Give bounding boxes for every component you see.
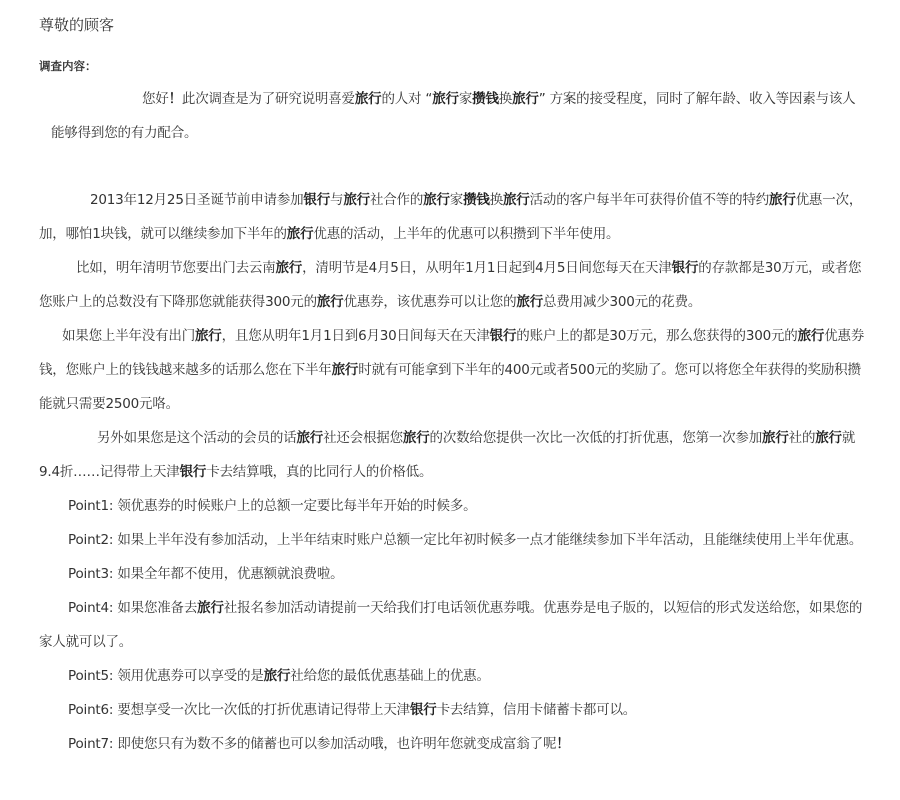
bold-keyword: 旅行	[195, 328, 222, 344]
bold-keyword: 银行	[489, 328, 517, 344]
bold-keyword: 旅行	[197, 600, 224, 616]
paragraph-2-line-2	[39, 292, 701, 312]
survey-content-label: 调查内容：	[39, 59, 97, 73]
text-segment: 您账户上的总数没有下降那您就能获得300元的	[39, 294, 317, 310]
paragraph-1-line-1	[90, 190, 862, 210]
bold-keyword: 旅行	[503, 192, 530, 208]
point-6	[68, 700, 636, 720]
bold-keyword: 银行	[671, 260, 699, 276]
point-1	[68, 496, 476, 516]
intro-line-2	[51, 123, 197, 143]
text-segment: 社合作的	[369, 192, 424, 208]
text-segment: 能就只需要2500元咯。	[39, 396, 179, 412]
bold-keyword: 旅行	[769, 192, 796, 208]
bold-keyword: 攒钱	[463, 192, 490, 208]
text-segment: Point3: 如果全年都不使用，优惠额就浪费啦。	[68, 566, 344, 582]
text-segment: 比如，明年清明节您要出门去云南	[76, 260, 276, 276]
bold-keyword: 旅行	[343, 192, 370, 208]
text-segment: 的人对 “	[381, 91, 433, 107]
bold-keyword: ！	[168, 91, 182, 107]
text-segment: 卡去结算，信用卡储蓄卡都可以。	[436, 702, 637, 718]
text-segment: 您好	[142, 91, 169, 107]
text-segment: 换	[498, 91, 513, 107]
text-segment: 另外如果您是这个活动的会员的话	[97, 430, 297, 446]
text-segment: Point5: 领用优惠券可以享受的是	[68, 668, 264, 684]
bold-keyword: 旅行	[331, 362, 359, 378]
text-segment: 社的	[788, 430, 816, 446]
text-segment: 换	[489, 192, 503, 208]
bold-keyword: 旅行	[316, 294, 344, 310]
greeting-heading: 尊敬的顾客	[39, 16, 115, 34]
text-segment: 优惠券，该优惠券可以让您的	[343, 294, 517, 310]
text-segment: 2013年12月25日圣诞节前申请参加	[90, 192, 304, 208]
point-2	[68, 530, 862, 550]
paragraph-3-line-3	[39, 394, 179, 414]
text-segment: 与	[330, 192, 344, 208]
text-segment: 如果您上半年没有出门	[62, 328, 195, 344]
bold-keyword: 旅行	[354, 91, 382, 107]
text-segment: 加，哪怕1块钱，就可以继续参加下半年的	[39, 226, 287, 242]
bold-keyword: ！	[556, 736, 570, 752]
text-segment: 的账户上的都是30万元，那么您获得的300元的	[516, 328, 798, 344]
point-7	[68, 734, 570, 754]
point-4-line-1	[68, 598, 862, 618]
text-segment: 钱，您账户上的钱钱越来越多的话那么您在下半年	[39, 362, 332, 378]
bold-keyword: 旅行	[516, 294, 543, 310]
text-segment: Point4: 如果您准备去	[68, 600, 198, 616]
text-segment: 社报名参加活动请提前一天给我们打电话领优惠券哦。优惠券是电子版的，以短信的形式发送给您，如果您的	[223, 600, 863, 616]
text-segment: ，清明节是4月5日，从明年1月1日起到4月5日间您每天在天津	[302, 260, 672, 276]
paragraph-2-line-1	[76, 258, 861, 278]
point-3	[68, 564, 343, 584]
intro-line-1	[142, 89, 855, 109]
text-segment: 总费用减少300元的花费。	[543, 294, 702, 310]
text-segment: 就	[841, 430, 856, 446]
text-segment: 活动的客户每半年可获得价值不等的特约	[529, 192, 770, 208]
bold-keyword: 旅行	[432, 91, 459, 107]
bold-keyword: 旅行	[762, 430, 789, 446]
text-segment: 9.4折……记得带上天津	[39, 464, 180, 480]
text-segment: 的存款都是30万元，或者您	[698, 260, 862, 276]
text-segment: 能够得到您的有力配合。	[51, 125, 198, 141]
text-segment: 时就有可能拿到下半年的400元或者500元的奖励了。您可以将您全年获得的奖励积攒	[358, 362, 861, 378]
text-segment: 的次数给您提供一次比一次低的打折优惠，您第一次参加	[429, 430, 763, 446]
bold-keyword: 旅行	[275, 260, 303, 276]
bold-keyword: 银行	[409, 702, 437, 718]
text-segment: ” 方案的接受程度，同时了解年龄、收入等因素与该人	[538, 91, 856, 107]
paragraph-3-line-1	[62, 326, 864, 346]
bold-keyword: 银行	[179, 464, 207, 480]
text-segment: Point1: 领优惠券的时候账户上的总额一定要比每半年开始的时候多。	[68, 498, 477, 514]
text-segment: 此次调查是为了研究说明喜爱	[181, 91, 355, 107]
text-segment: 优惠券	[824, 328, 865, 344]
paragraph-4-line-2	[39, 462, 432, 482]
text-segment: 家	[458, 91, 473, 107]
bold-keyword: 旅行	[797, 328, 825, 344]
text-segment: 家	[449, 192, 464, 208]
text-segment: 卡去结算哦，真的比同行人的价格低。	[206, 464, 433, 480]
text-segment: Point2: 如果上半年没有参加活动，上半年结束时账户总额一定比年初时候多一点才能继续参加下半年活动，且能继续使用上半年优惠。	[68, 532, 863, 548]
paragraph-4-line-1	[97, 428, 855, 448]
bold-keyword: 攒钱	[472, 91, 499, 107]
point-4-line-2	[39, 632, 132, 652]
text-segment: 优惠的活动，上半年的优惠可以积攒到下半年使用。	[313, 226, 620, 242]
point-5	[68, 666, 490, 686]
bold-keyword: 旅行	[286, 226, 314, 242]
paragraph-1-line-2	[39, 224, 619, 244]
text-segment: 优惠一次，	[795, 192, 863, 208]
text-segment: 社还会根据您	[323, 430, 403, 446]
bold-keyword: 旅行	[296, 430, 324, 446]
paragraph-3-line-2	[39, 360, 861, 380]
bold-keyword: 旅行	[423, 192, 450, 208]
text-segment: 家人就可以了。	[39, 634, 133, 650]
text-segment: Point6: 要想享受一次比一次低的打折优惠请记得带上天津	[68, 702, 410, 718]
text-segment: Point7: 即使您只有为数不多的储蓄也可以参加活动哦，也许明年您就变成富翁了呢	[68, 736, 557, 752]
bold-keyword: 旅行	[263, 668, 291, 684]
bold-keyword: 旅行	[402, 430, 430, 446]
bold-keyword: 旅行	[815, 430, 842, 446]
bold-keyword: 旅行	[512, 91, 539, 107]
text-segment: 社给您的最低优惠基础上的优惠。	[290, 668, 490, 684]
bold-keyword: 银行	[303, 192, 331, 208]
text-segment: ，且您从明年1月1日到6月30日间每天在天津	[221, 328, 490, 344]
